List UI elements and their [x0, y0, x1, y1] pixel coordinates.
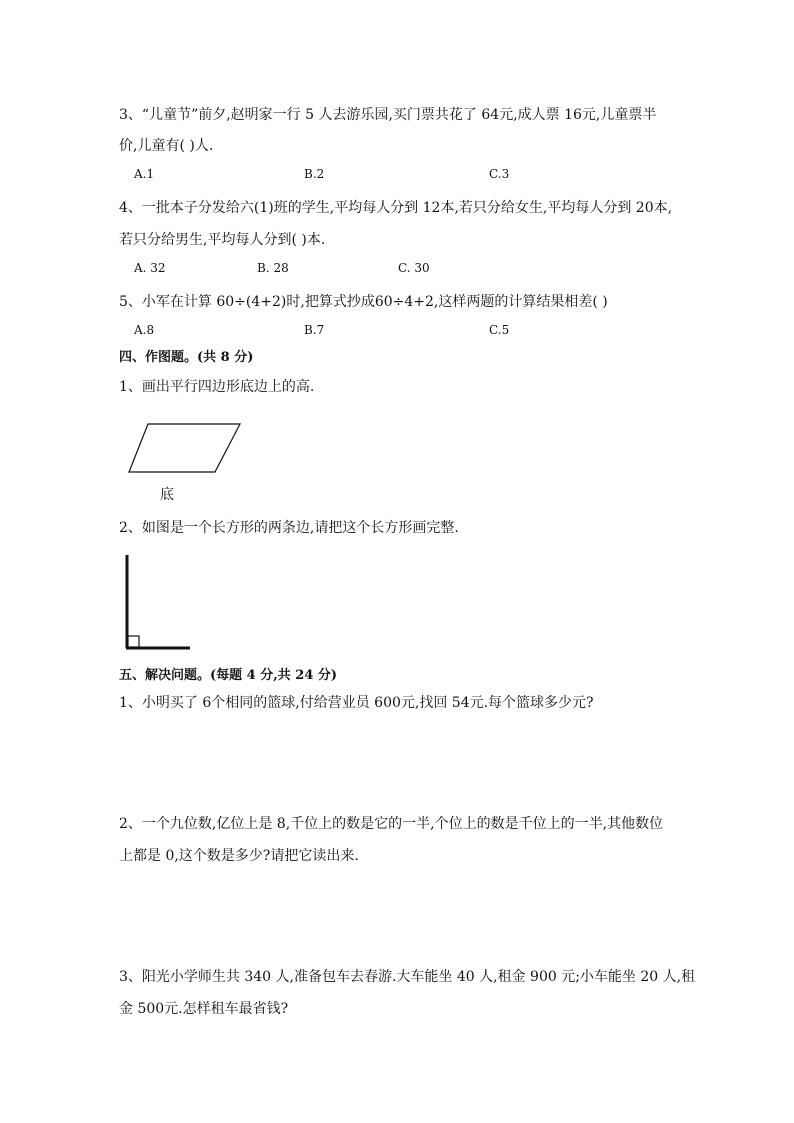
question-4-line-1: 4、一批本子分发给六(1)班的学生,平均每人分到 12本,若只分给女生,平均每人分到 20本, — [119, 200, 673, 216]
solving-question-3-line-2: 金 500元.怎样租车最省钱? — [119, 1001, 289, 1017]
question-5-option-c: C.5 — [489, 323, 510, 337]
question-3-line-2: 价,儿童有( )人. — [119, 138, 214, 154]
question-3-line-1: 3、“儿童节”前夕,赵明家一行 5 人去游乐园,买门票共花了 64元,成人票 16元,儿童票半 — [119, 107, 657, 123]
question-4-option-a: A. 32 — [134, 261, 166, 275]
question-3-option-b: B.2 — [304, 167, 325, 181]
drawing-question-2: 2、如图是一个长方形的两条边,请把这个长方形画完整. — [119, 520, 459, 536]
drawing-question-1: 1、画出平行四边形底边上的高. — [119, 379, 315, 395]
question-3-option-a: A.1 — [134, 167, 155, 181]
solving-question-2-line-2: 上都是 0,这个数是多少?请把它读出来. — [119, 848, 359, 864]
section-4-heading: 四、作图题。(共 8 分) — [119, 350, 254, 365]
question-4-option-c: C. 30 — [398, 261, 430, 275]
question-5-line-1: 5、小军在计算 60÷(4+2)时,把算式抄成60÷4+2,这样两题的计算结果相差( ) — [119, 294, 608, 310]
question-4-line-2: 若只分给男生,平均每人分到( )本. — [119, 232, 326, 248]
question-5-option-b: B.7 — [304, 323, 325, 337]
section-5-heading: 五、解决问题。(每题 4 分,共 24 分) — [119, 668, 338, 683]
solving-question-3-line-1: 3、阳光小学师生共 340 人,准备包车去春游.大车能坐 40 人,租金 900 元;小车能坐 20 人,租 — [119, 969, 696, 985]
solving-question-2-line-1: 2、一个九位数,亿位上是 8,千位上的数是它的一半,个位上的数是千位上的一半,其他数位 — [119, 816, 664, 832]
rectangle-two-sides-figure — [122, 553, 202, 653]
question-5-option-a: A.8 — [134, 323, 155, 337]
question-3-option-c: C.3 — [489, 167, 510, 181]
parallelogram-base-label: 底 — [160, 487, 174, 503]
parallelogram-figure — [126, 421, 256, 481]
question-4-option-b: B. 28 — [257, 261, 289, 275]
solving-question-1: 1、小明买了 6个相同的篮球,付给营业员 600元,找回 54元.每个篮球多少元? — [119, 695, 594, 711]
